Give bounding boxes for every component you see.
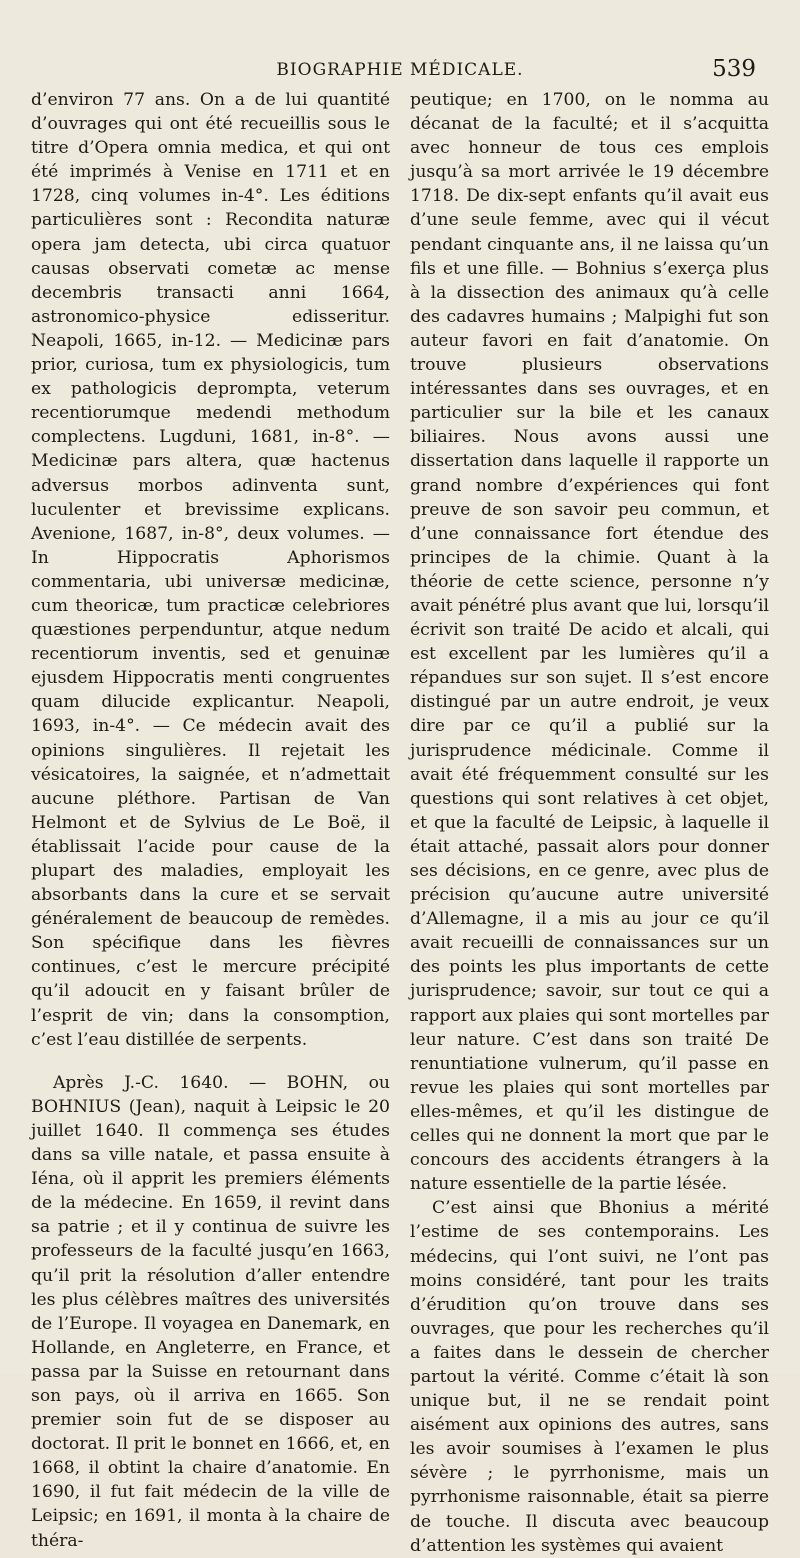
paragraph-bohn-entry: Après J.-C. 1640. — BOHN, ou BOHNIUS (Jean), naquit à Leipsic le 20 juillet 1640. Il commença ses études dans sa ville natale, et passa ensuite à Iéna, où il apprit les premiers éléments de la médecine. En 1659, il revint dans sa patrie ; et il y continua de suivre les professeurs de la faculté jusqu’en 1663, qu’il prit la résolution d’aller entendre les plus célèbres maîtres des universités de l’Europe. Il voyagea en Danemark, en Hollande, en Angleterre, en France, et passa par la Suisse en retournant dans son pays, où il arriva en 1665. Son premier soin fut de se disposer au doctorat. Il prit le bonnet en 1666, et, en 1668, il obtint la chaire d’anatomie. En 1690, il fut fait médecin de la ville de Leipsic; en 1691, il monta à la chaire de théra-	[31, 1072, 390, 1551]
left-column	[31, 88, 390, 1553]
right-column	[410, 88, 769, 1558]
paragraph-bohn-reputation: C’est ainsi que Bhonius a mérité l’estime de ses contemporains. Les médecins, qui l’ont suivi, ne l’ont pas moins considéré, tant pour les traits d’érudition qu’on trouve dans ses ouvrages, que pour les recherches qu’il a faites dans le dessein de chercher partout la vérité. Comme c’était là son unique but, il ne se rendait point aisément aux opinions des autres, sans les avoir soumises à l’examen le plus sévère ; le pyrrhonisme, mais un pyrrhonisme raisonnable, était sa pierre de touche. Il discuta avec beaucoup d’attention les systèmes qui avaient	[410, 1198, 769, 1556]
paragraph-bohn-career: peutique; en 1700, on le nomma au décanat de la faculté; et il s’acquitta avec honneur de tous ces emplois jusqu’à sa mort arrivée le 19 décembre 1718. De dix-sept enfants qu’il avait eus d’une seule femme, avec qui il vécut pendant cinquante ans, il ne laissa qu’un fils et une fille. — Bohnius s’exerça plus à la dissection des animaux qu’à celle des cadavres humains ; Malpighi fut son auteur favori en fait d’anatomie. On trouve plusieurs observations intéressantes dans ses ouvrages, et en particulier sur la bile et les canaux biliaires. Nous avons aussi une dissertation dans laquelle il rapporte un grand nombre d’expériences qui font preuve de son savoir peu commun, et d’une connaissance fort étendue des principes de la chimie. Quant à la théorie de cette science, personne n’y avait pénétré plus avant que lui, lorsqu’il écrivit son traité De acido et alcali, qui est excellent par les lumières qu’il a répandues sur son sujet. Il s’est encore distingué par un autre endroit, je veux dire par ce qu’il a publié sur la jurisprudence médicinale. Comme il avait été fréquemment consulté sur les questions qui sont relatives à cet objet, et que la faculté de Leipsic, à laquelle il était attaché, passait alors pour donner ses décisions, en ce genre, avec plus de précision qu’aucune autre université d’Allemagne, il a mis au jour ce qu’il avait recueilli de connaissances sur un des points les plus importants de cette jurisprudence; savoir, sur tout ce qui a rapport aux plaies qui sont mortelles par leur nature. C’est dans son traité De renuntiatione vulnerum, qu’il passe en revue les plaies qui sont mortelles par elles-mêmes, et qu’il les distingue de celles qui ne donnent la mort que par le concours des accidents étrangers à la nature essentielle de la partie lésée.	[410, 90, 769, 1195]
paragraph-ferrari-continued: d’environ 77 ans. On a de lui quantité d’ouvrages qui ont été recueillis sous le titre d’Opera omnia medica, et qui ont été imprimés à Venise en 1711 et en 1728, cinq volumes in-4°. Les éditions particulières sont : Recondita naturæ opera jam detecta, ubi circa quatuor causas observati cometæ ac mense decembris transacti anni 1664, astronomico-physice edisseritur. Neapoli, 1665, in-12. — Medicinæ pars prior, curiosa, tum ex physiologicis, tum ex pathologicis deprompta, veterum recentiorumque medendi methodum complectens. Lugduni, 1681, in-8°. — Medicinæ pars altera, quæ hactenus adversus morbos adinventa sunt, luculenter et brevissime explicans. Avenione, 1687, in-8°, deux volumes. — In Hippocratis Aphorismos commentaria, ubi universæ medicinæ, cum theoricæ, tum practicæ celebriores quæstiones perpenduntur, atque nedum recentiorum inventis, sed et genuinæ ejusdem Hippocratis menti congruentes quam dilucide explicantur. Neapoli, 1693, in-4°. — Ce médecin avait des opinions singulières. Il rejetait les vésicatoires, la saignée, et n’admettait aucune pléthore. Partisan de Van Helmont et de Sylvius de Le Boë, il établissait l’acide pour cause de la plupart des maladies, employait les absorbants dans la cure et se servait généralement de beaucoup de remèdes. Son spécifique dans les fièvres continues, c’est le mercure précipité qu’il adoucit en y faisant brûler de l’esprit de vin; dans la consomption, c’est l’eau distillée de serpents.	[31, 90, 390, 1050]
page-number: 539	[712, 56, 756, 82]
running-title: BIOGRAPHIE MÉDICALE.	[276, 60, 524, 80]
page-header	[30, 52, 770, 88]
